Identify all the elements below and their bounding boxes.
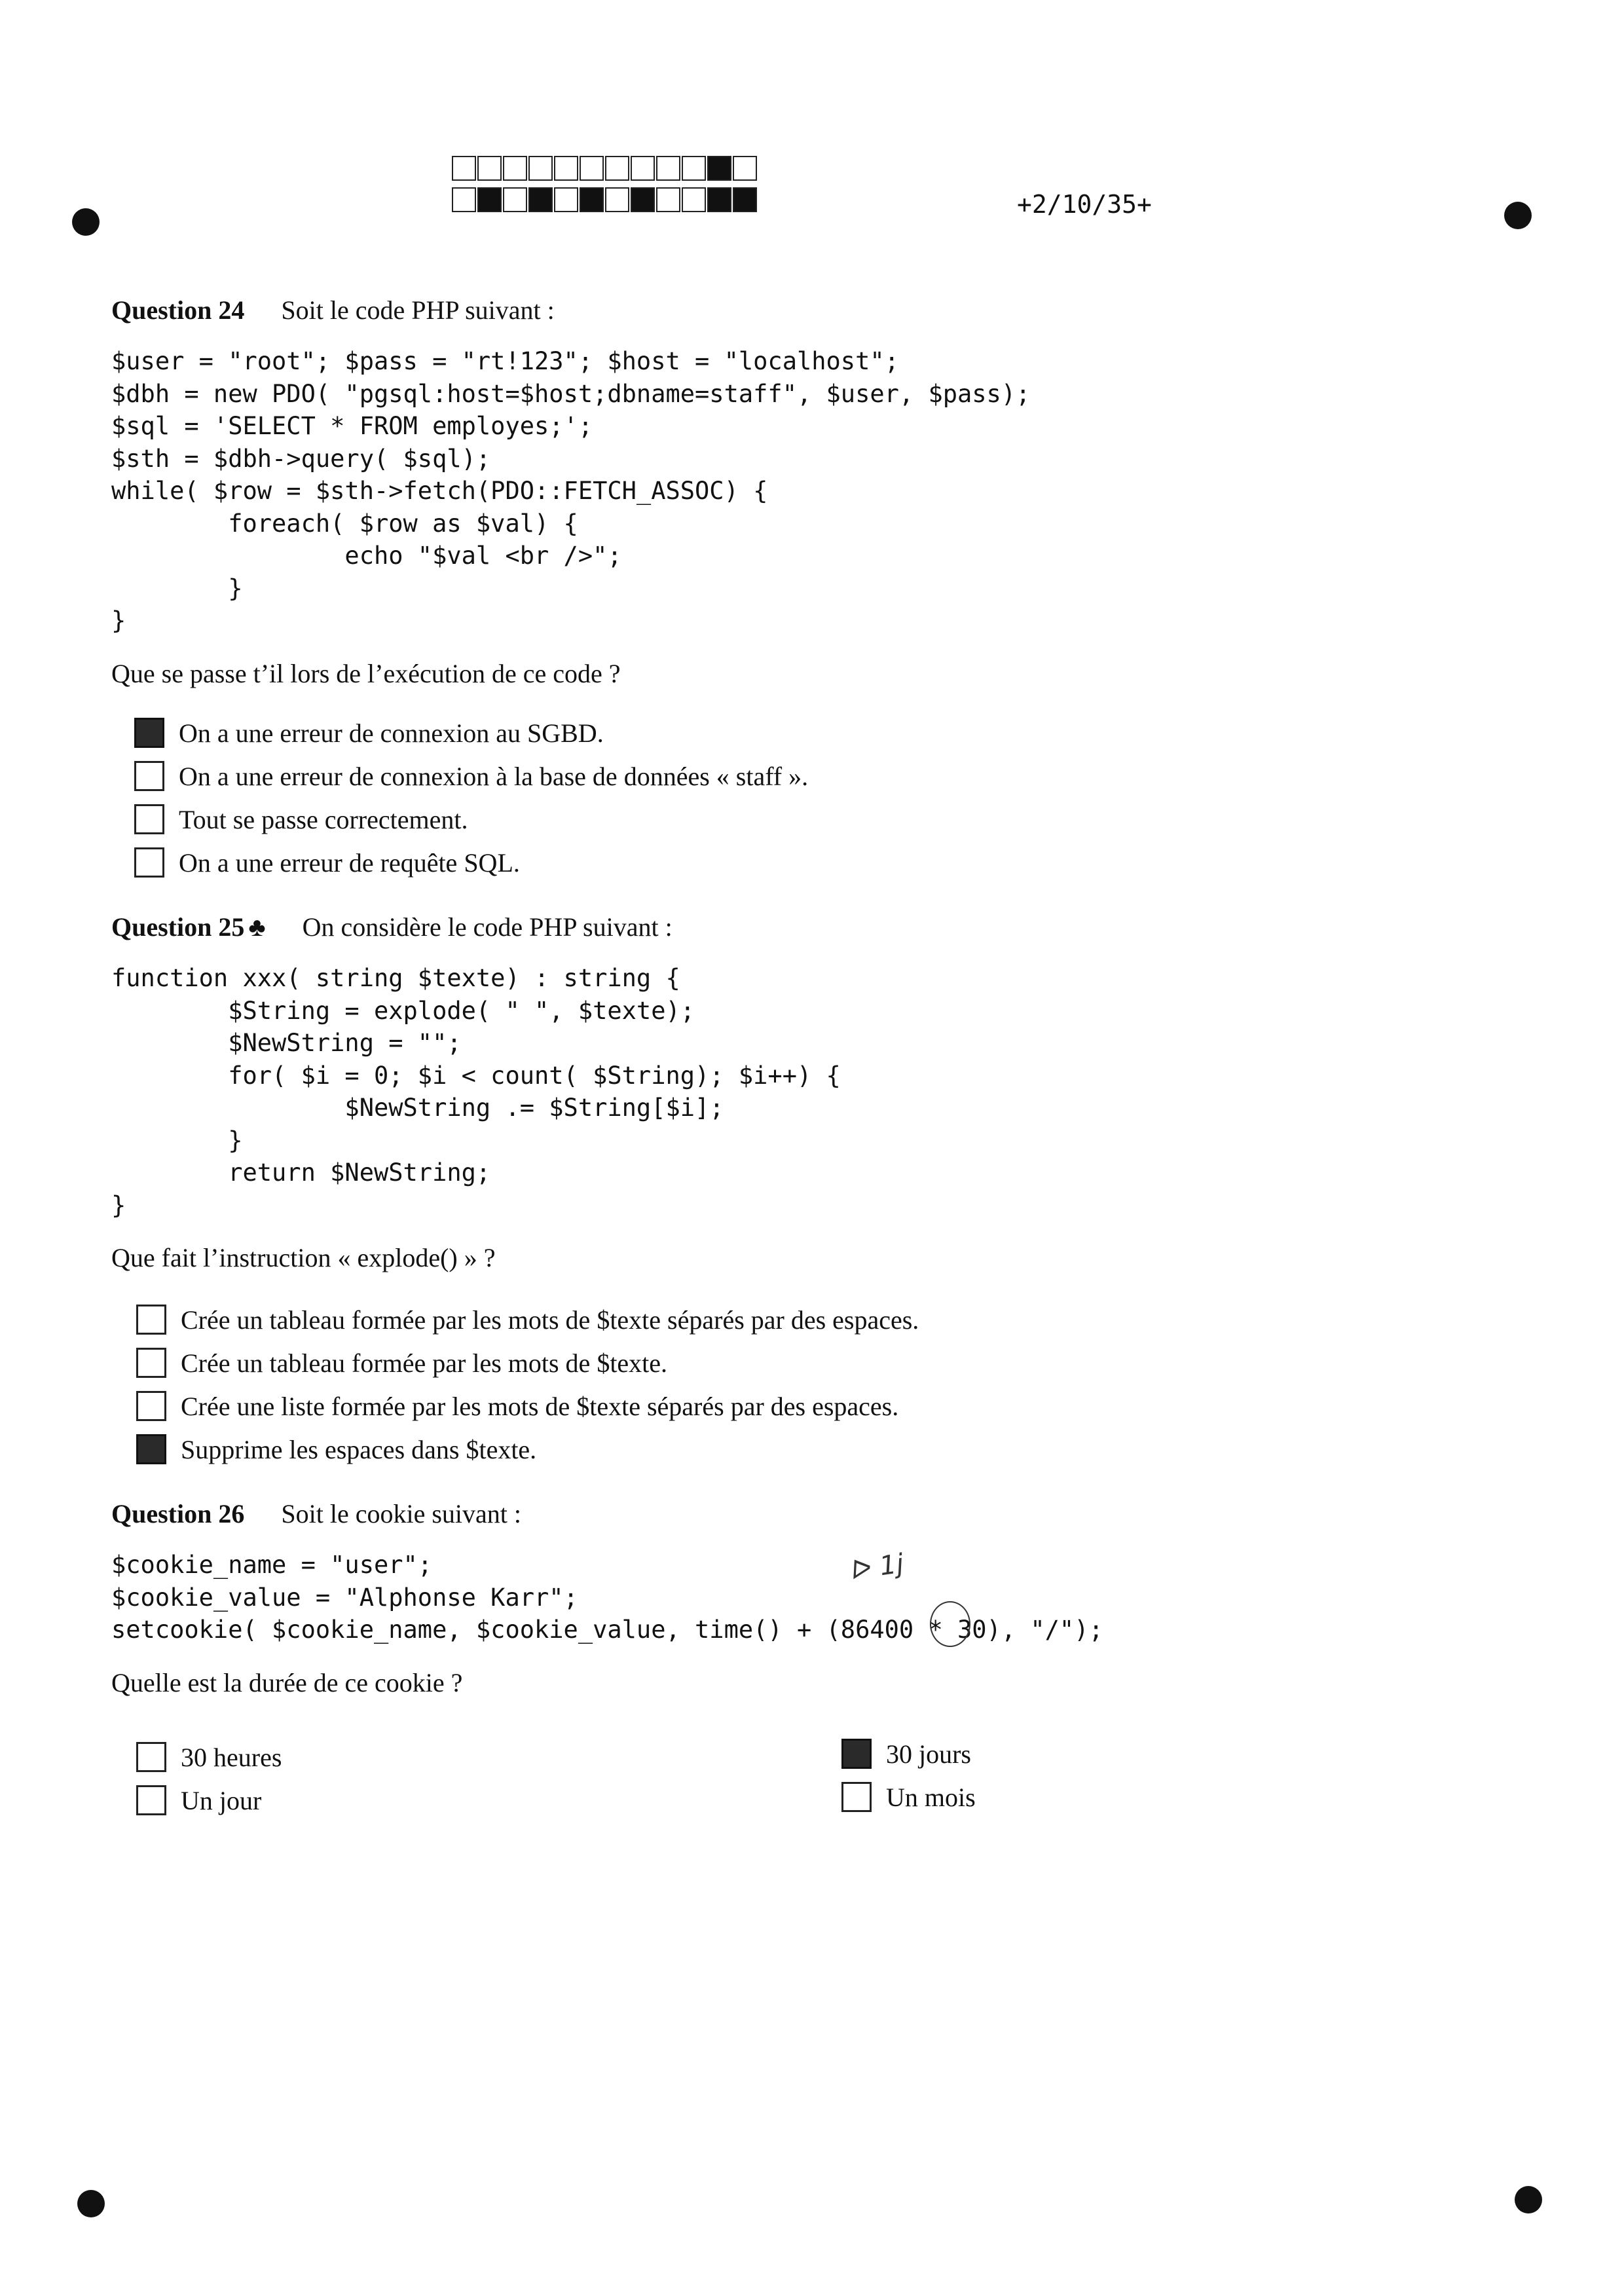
answer-option[interactable] — [136, 1384, 919, 1428]
checkbox[interactable] — [841, 1782, 872, 1812]
question-26 — [111, 1498, 1552, 1698]
question-intro: Soit le cookie suivant : — [281, 1499, 521, 1528]
barcode-cell — [656, 187, 680, 212]
checkbox[interactable] — [136, 1434, 166, 1464]
barcode-cell — [528, 156, 553, 181]
barcode-cell — [477, 156, 502, 181]
barcode-cell — [682, 156, 706, 181]
checkbox[interactable] — [136, 1348, 166, 1378]
barcode-cell — [554, 156, 578, 181]
answer-option[interactable] — [134, 798, 808, 841]
answer-text: Crée une liste formée par les mots de $texte séparés par des espaces. — [181, 1391, 899, 1421]
checkbox[interactable] — [841, 1739, 872, 1769]
barcode-cell — [707, 156, 731, 181]
registration-dot-bottom-left — [77, 2190, 105, 2217]
code-block: $user = "root"; $pass = "rt!123"; $host = "localhost"; $dbh = new PDO( "pgsql:host=$host;dbname=staff", $user, $pass); $sql = 'SELECT * FROM employes;'; $sth = $dbh->query( $sql); while( $row = $sth->fetch(PDO::FETCH_ASSOC) { foreach( $row as $val) { echo "$val <br />"; } } — [111, 347, 1031, 635]
answer-text: On a une erreur de requête SQL. — [179, 847, 520, 878]
barcode-cell — [580, 156, 604, 181]
handwritten-note: ᐅ 1j — [849, 1548, 906, 1586]
answer-text: 30 heures — [181, 1742, 282, 1772]
checkbox[interactable] — [134, 761, 164, 791]
barcode-cell — [733, 187, 757, 212]
question-label: Question 26 — [111, 1499, 245, 1528]
barcode-cell — [682, 187, 706, 212]
question-label: Question 24 — [111, 295, 245, 325]
question-25 — [111, 912, 1552, 1273]
answer-option[interactable] — [841, 1775, 976, 1819]
barcode-cell — [477, 187, 502, 212]
answer-option[interactable] — [136, 1779, 282, 1822]
barcode-cell — [503, 187, 527, 212]
barcode-cell — [707, 187, 731, 212]
answer-text: Supprime les espaces dans $texte. — [181, 1434, 537, 1464]
page-id: +2/10/35+ — [1017, 190, 1152, 219]
question-header — [111, 295, 1552, 325]
code-block: function xxx( string $texte) : string { $String = explode( " ", $texte); $NewString = ""; for( $i = 0; $i < count( $String); $i++) { $NewString .= $String[$i]; } return $NewString; } — [111, 964, 841, 1219]
answer-text: Un mois — [886, 1782, 976, 1812]
barcode-cell — [733, 156, 757, 181]
answer-list-left — [136, 1735, 282, 1822]
barcode-cell — [631, 187, 655, 212]
barcode-cell — [452, 156, 476, 181]
registration-dot-top-right — [1504, 202, 1532, 229]
barcode-cell — [528, 187, 553, 212]
answer-option[interactable] — [136, 1298, 919, 1341]
question-intro: Soit le code PHP suivant : — [281, 295, 555, 325]
checkbox[interactable] — [136, 1305, 166, 1335]
checkbox[interactable] — [136, 1391, 166, 1421]
answer-list — [134, 711, 808, 884]
barcode-cell — [605, 156, 629, 181]
club-icon: ♣ — [248, 912, 266, 942]
checkbox[interactable] — [136, 1742, 166, 1772]
checkbox[interactable] — [134, 847, 164, 878]
answer-option[interactable] — [136, 1428, 919, 1471]
answer-list-right — [841, 1732, 976, 1819]
question-24 — [111, 295, 1552, 689]
answer-option[interactable] — [134, 754, 808, 798]
question-prompt: Que se passe t’il lors de l’exécution de ce code ? — [111, 658, 621, 688]
barcode-cell — [656, 156, 680, 181]
answer-list — [136, 1298, 919, 1471]
answer-text: On a une erreur de connexion au SGBD. — [179, 718, 604, 748]
barcode-row — [452, 156, 758, 183]
answer-option[interactable] — [134, 711, 808, 754]
barcode-cell — [554, 187, 578, 212]
checkbox[interactable] — [134, 804, 164, 834]
question-label: Question 25 ♣ — [111, 912, 266, 942]
answer-option[interactable] — [136, 1341, 919, 1384]
checkbox[interactable] — [134, 718, 164, 748]
checkbox[interactable] — [136, 1785, 166, 1815]
barcode-cell — [452, 187, 476, 212]
answer-text: On a une erreur de connexion à la base de données « staff ». — [179, 761, 809, 791]
answer-text: Crée un tableau formée par les mots de $texte séparés par des espaces. — [181, 1305, 919, 1335]
question-prompt: Quelle est la durée de ce cookie ? — [111, 1667, 463, 1697]
page-barcode — [452, 156, 758, 219]
answer-option[interactable] — [841, 1732, 976, 1775]
barcode-row — [452, 187, 758, 215]
question-prompt: Que fait l’instruction « explode() » ? — [111, 1243, 496, 1272]
barcode-cell — [605, 187, 629, 212]
barcode-cell — [631, 156, 655, 181]
answer-text: Crée un tableau formée par les mots de $texte. — [181, 1348, 668, 1378]
barcode-cell — [503, 156, 527, 181]
question-header — [111, 1498, 1552, 1529]
answer-text: 30 jours — [886, 1739, 971, 1769]
answer-option[interactable] — [134, 841, 808, 884]
answer-text: Un jour — [181, 1785, 262, 1815]
answer-text: Tout se passe correctement. — [179, 804, 468, 834]
barcode-cell — [580, 187, 604, 212]
registration-dot-bottom-right — [1515, 2186, 1542, 2213]
registration-dot-top-left — [72, 208, 100, 236]
question-header — [111, 912, 1552, 942]
handwritten-circle — [930, 1601, 970, 1647]
answer-option[interactable] — [136, 1735, 282, 1779]
question-intro: On considère le code PHP suivant : — [302, 912, 673, 942]
code-block: $cookie_name = "user"; $cookie_value = "Alphonse Karr"; setcookie( $cookie_name, $cookie_value, time() + (86400 * 30), "/"); — [111, 1551, 1103, 1644]
